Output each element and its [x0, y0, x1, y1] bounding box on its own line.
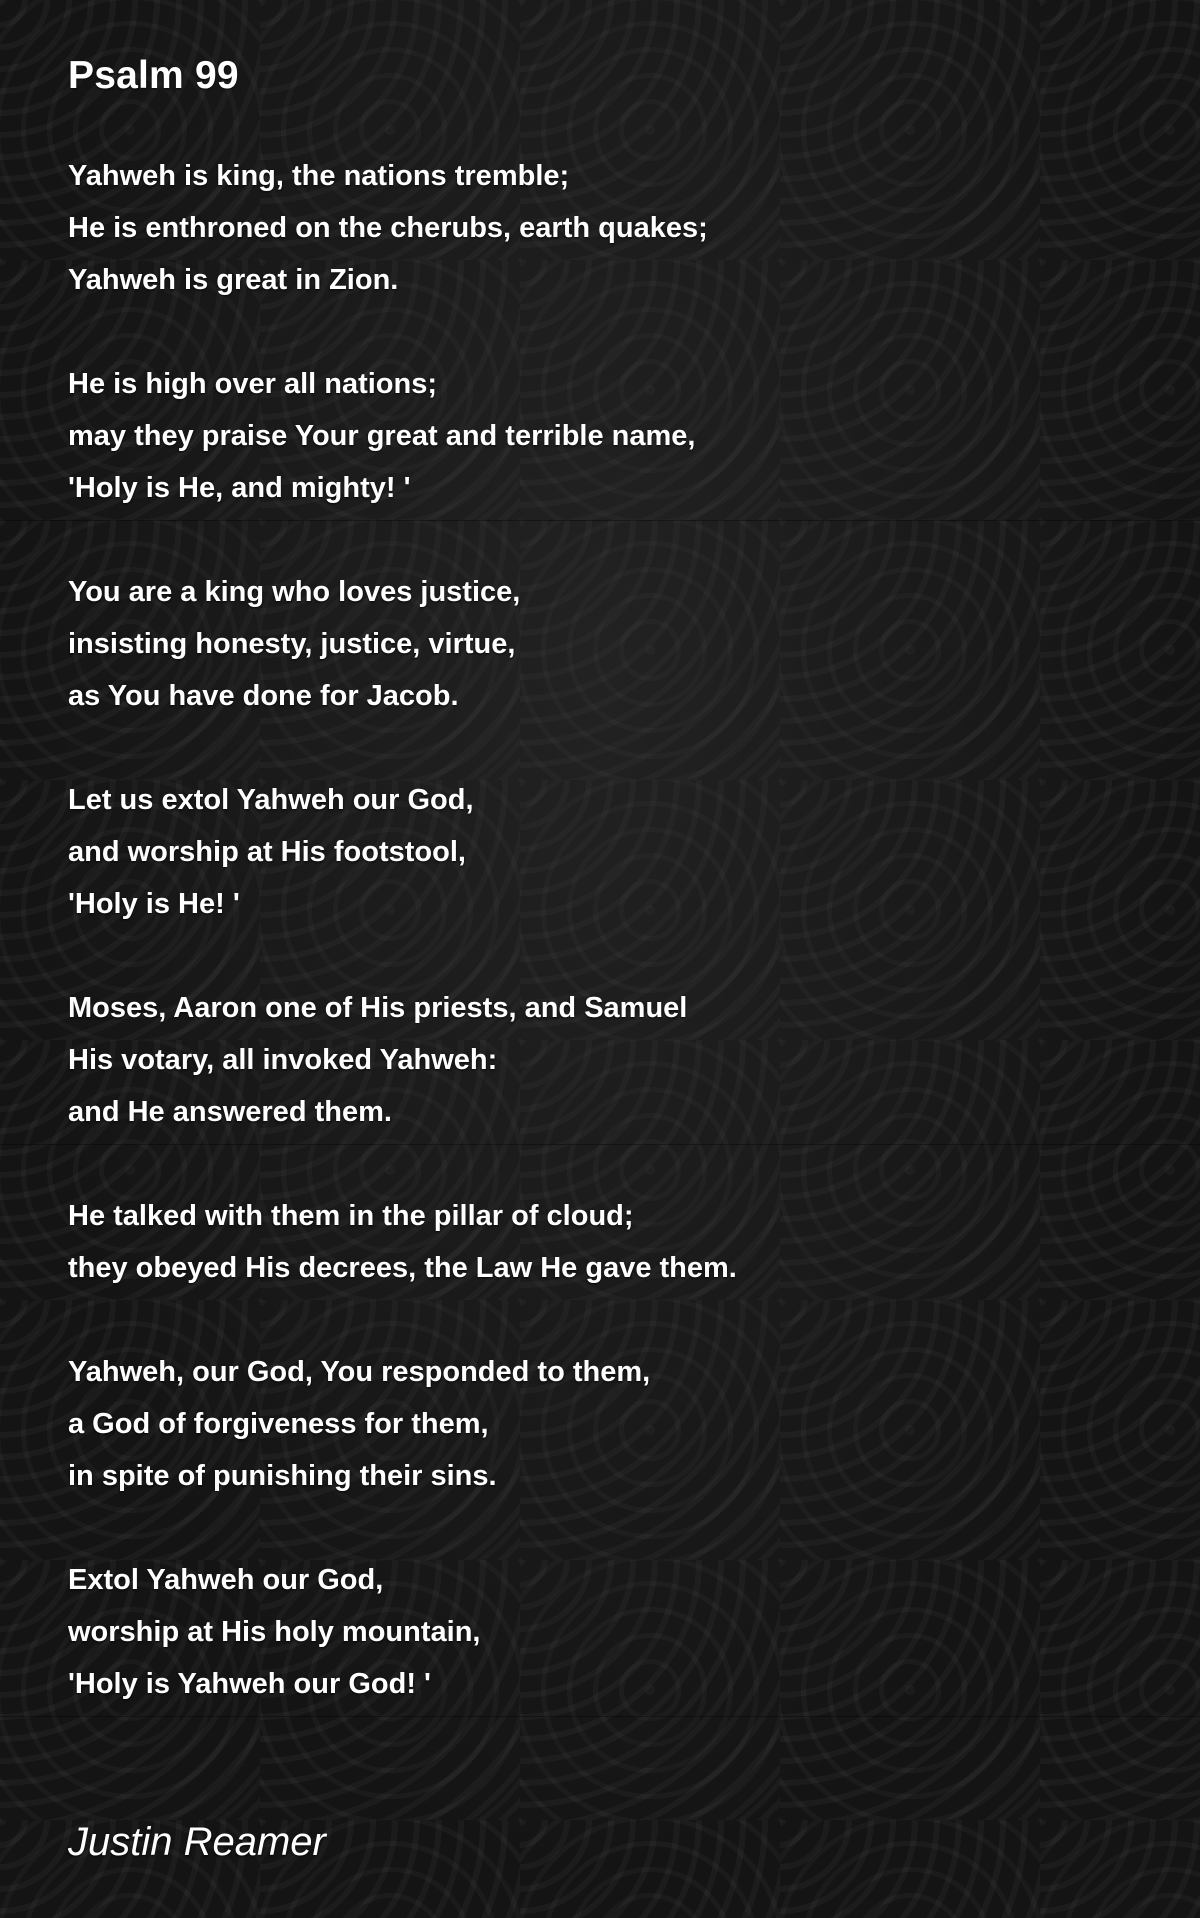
stanza [68, 566, 1148, 722]
poem-line: 'Holy is He, and mighty! ' [68, 472, 411, 504]
poem-line: Extol Yahweh our God, [68, 1564, 384, 1596]
poem-line: and worship at His footstool, [68, 836, 466, 868]
poem-line: a God of forgiveness for them, [68, 1408, 489, 1440]
poem-line: You are a king who loves justice, [68, 576, 521, 608]
stanza [68, 358, 1148, 514]
poem-line: Moses, Aaron one of His priests, and Samuel [68, 992, 688, 1024]
stanza [68, 982, 1148, 1138]
stanza [68, 1190, 1148, 1294]
poem-line: He talked with them in the pillar of cloud; [68, 1200, 634, 1232]
poem-line: Yahweh is great in Zion. [68, 264, 399, 296]
stanza [68, 1346, 1148, 1502]
poem-line: in spite of punishing their sins. [68, 1460, 497, 1492]
poem-line: may they praise Your great and terrible name, [68, 420, 696, 452]
poem-line: He is high over all nations; [68, 368, 438, 400]
poem-line: 'Holy is Yahweh our God! ' [68, 1668, 431, 1700]
poem-line: they obeyed His decrees, the Law He gave them. [68, 1252, 737, 1284]
poem-line: and He answered them. [68, 1096, 392, 1128]
poem-body [68, 150, 1148, 1762]
poem-line: 'Holy is He! ' [68, 888, 240, 920]
poem-author: Justin Reamer [68, 1820, 326, 1864]
poem-line: His votary, all invoked Yahweh: [68, 1044, 498, 1076]
poem-line: worship at His holy mountain, [68, 1616, 481, 1648]
poem-line: Yahweh is king, the nations tremble; [68, 160, 570, 192]
stanza [68, 1554, 1148, 1710]
poem-line: as You have done for Jacob. [68, 680, 459, 712]
poem-line: Yahweh, our God, You responded to them, [68, 1356, 651, 1388]
stanza [68, 774, 1148, 930]
stanza [68, 150, 1148, 306]
poem-line: insisting honesty, justice, virtue, [68, 628, 516, 660]
poem-line: Let us extol Yahweh our God, [68, 784, 474, 816]
poem-title: Psalm 99 [68, 54, 239, 97]
poem-line: He is enthroned on the cherubs, earth quakes; [68, 212, 708, 244]
